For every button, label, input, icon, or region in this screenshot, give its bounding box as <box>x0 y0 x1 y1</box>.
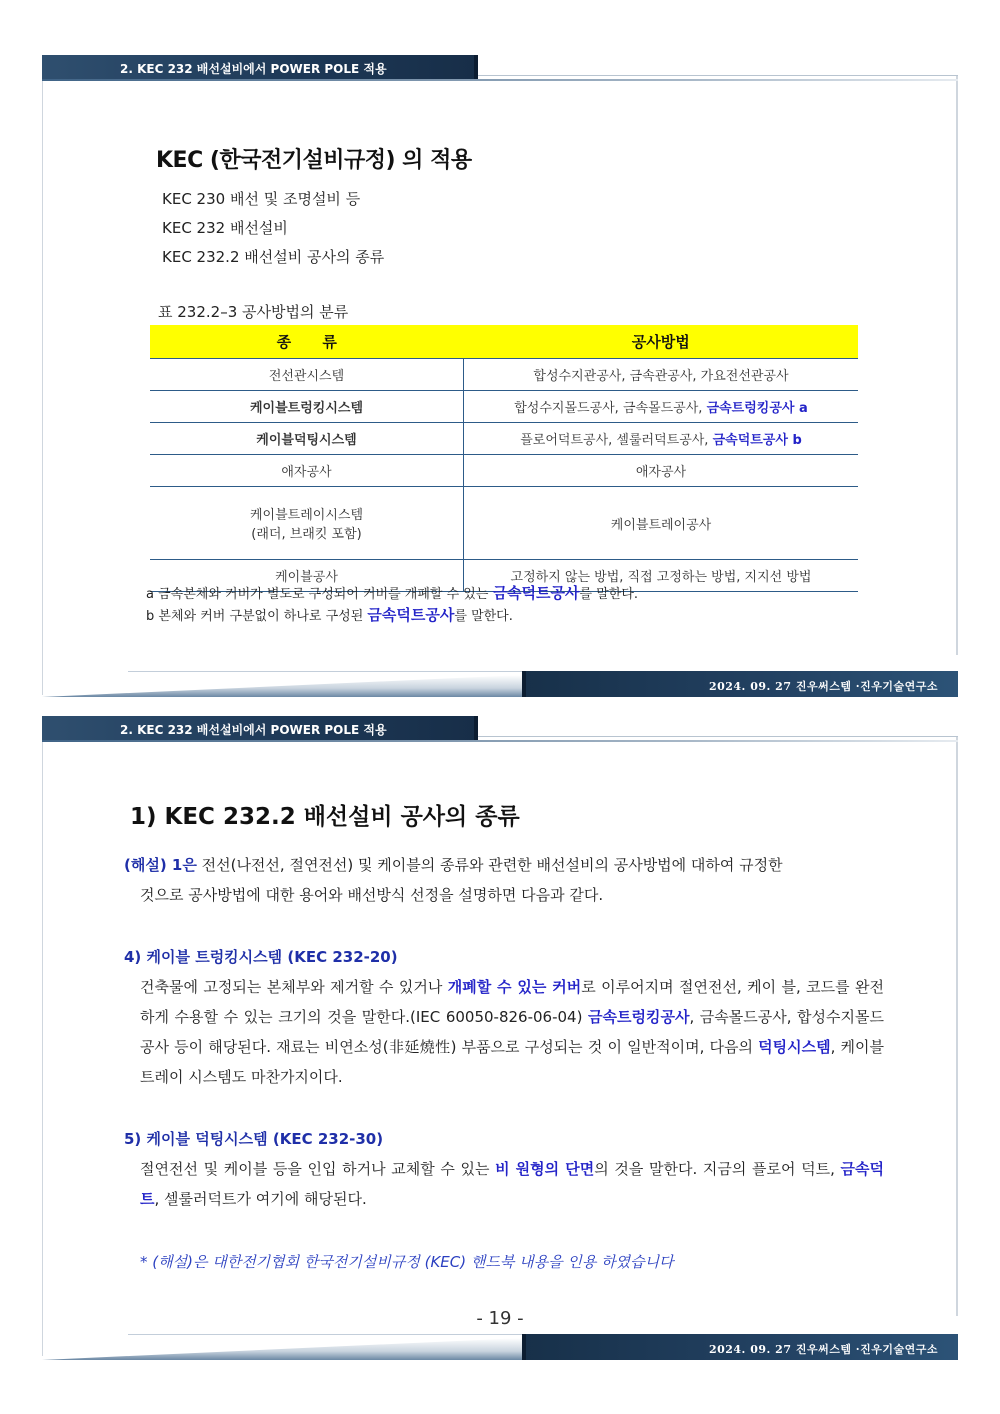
footer-wedge <box>42 675 522 697</box>
header-underline <box>42 740 958 742</box>
body-highlight: 개폐할 수 있는 커버 <box>447 978 582 996</box>
slide-left-edge <box>42 736 43 1356</box>
header-thin-line <box>478 736 958 737</box>
kind-line: (래더, 브래킷 포함) <box>251 527 362 542</box>
footer-credit: 2024. 09. 27 진우써스템 ·진우기술연구소 <box>708 1343 938 1356</box>
footnote-text: a 금속본체와 커버가 별도로 구성되어 커버를 개폐할 수 있는 <box>146 587 493 602</box>
kec-line: KEC 230 배선 및 조명설비 등 <box>162 190 361 208</box>
header-underline <box>42 79 958 81</box>
table-row <box>150 487 858 560</box>
footer-credit: 2024. 09. 27 진우써스템 ·진우기술연구소 <box>708 680 938 693</box>
method-text: 합성수지몰드공사, 금속몰드공사, <box>514 401 707 416</box>
construction-method-table <box>150 325 858 592</box>
cell-kind: 전선관시스템 <box>150 359 464 391</box>
footer-band-cap <box>522 671 526 697</box>
body-text: , 금속몰드공사, 합성수지몰드공사 등이 해당된다. 재료는 비연소성(非延燒性) 부품으로 구성되는 것 이 일반적이며, 다음의 <box>140 1008 884 1056</box>
table-caption: 표 232.2–3 공사방법의 분류 <box>158 303 349 321</box>
cell-kind: 케이블덕팅시스템 <box>150 423 464 455</box>
cell-kind: 애자공사 <box>150 455 464 487</box>
slide2-body <box>124 850 884 1214</box>
cell-kind: 케이블트렁킹시스템 <box>150 391 464 423</box>
slide1-heading: KEC (한국전기설비규정) 의 적용 <box>156 148 472 173</box>
footnote-b <box>146 605 638 627</box>
body-highlight: 금속트렁킹공사 <box>588 1008 690 1026</box>
footnote-highlight: 금속덕트공사 <box>367 606 455 624</box>
kec-line-list <box>162 185 384 272</box>
section-5-body <box>124 1154 884 1214</box>
section-4-body <box>124 972 884 1092</box>
body-highlight: 비 원형의 단면 <box>495 1160 595 1178</box>
section-4-title: 4) 케이블 트렁킹시스템 (KEC 232-20) <box>124 948 398 966</box>
slide-footer <box>42 671 958 697</box>
cell-method <box>464 423 859 455</box>
cell-method <box>464 391 859 423</box>
table-row <box>150 359 858 391</box>
footnote-text: b 본체와 커버 구분없이 하나로 구성된 <box>146 609 368 624</box>
footnote-text: 를 말한다. <box>579 587 639 602</box>
body-text: 로 이루어지며 절연전선, 케이 블, 코드를 완전하게 수용할 수 있는 크기의 것을 말한다.(IEC 60050-826-06-04) <box>140 978 885 1026</box>
header-title: 2. KEC 232 배선설비에서 POWER POLE 적용 <box>120 62 387 76</box>
slide2-heading: 1) KEC 232.2 배선설비 공사의 종류 <box>130 804 520 830</box>
body-highlight: 덕팅시스템 <box>758 1038 831 1056</box>
intro-line-1 <box>124 850 884 880</box>
body-text: 절연전선 및 케이블 등을 인입 하거나 교체할 수 있는 <box>140 1160 496 1178</box>
cell-method: 고정하지 않는 방법, 직접 고정하는 방법, 지지선 방법 <box>464 560 859 592</box>
slide-2 <box>42 716 958 1361</box>
body-text: , 케이블 트레이 시스템도 마찬가지이다. <box>140 1038 884 1086</box>
table-row <box>150 455 858 487</box>
cell-method: 애자공사 <box>464 455 859 487</box>
footnote-a <box>146 583 638 605</box>
footnote-text: 를 말한다. <box>454 609 513 624</box>
table-header-row <box>150 325 858 359</box>
body-text: 의 것을 말한다. 지금의 플로어 덕트, <box>594 1160 841 1178</box>
slide-header <box>42 55 958 81</box>
table-footnotes <box>146 583 638 627</box>
method-highlight: 금속덕트공사 b <box>712 433 802 448</box>
cell-kind: 케이블공사 <box>150 560 464 592</box>
body-text: 건축물에 고정되는 본체부와 제거할 수 있거나 <box>140 978 448 996</box>
footer-thin-line <box>128 1334 522 1335</box>
intro-text: 전선(나전선, 절연전선) 및 케이블의 종류와 관련한 배선설비의 공사방법에 대하여 규정한 <box>196 856 783 874</box>
slide-left-edge <box>42 75 43 695</box>
header-kind: 종 류 <box>150 325 464 359</box>
source-note: * (해설)은 대한전기협회 한국전기설비규정 (KEC) 핸드북 내용을 인용 하였습니다 <box>140 1253 674 1271</box>
footer-band-cap <box>522 1334 526 1360</box>
section-5-title: 5) 케이블 덕팅시스템 (KEC 232-30) <box>124 1130 384 1148</box>
method-text: 플로어덕트공사, 셀룰러덕트공사, <box>520 433 713 448</box>
body-highlight: 금속덕트 <box>140 1160 884 1208</box>
intro-line-2: 것으로 공사방법에 대한 용어와 배선방식 선정을 설명하면 다음과 같다. <box>140 886 604 904</box>
footer-wedge <box>42 1338 522 1360</box>
header-title: 2. KEC 232 배선설비에서 POWER POLE 적용 <box>120 723 387 737</box>
slide-right-edge <box>956 736 958 1316</box>
slide-right-edge <box>956 75 958 655</box>
slide-header <box>42 716 958 742</box>
cell-method: 케이블트레이공사 <box>464 487 859 560</box>
header-thin-line <box>478 75 958 76</box>
cell-method: 합성수지관공사, 금속관공사, 가요전선관공사 <box>464 359 859 391</box>
table-row <box>150 391 858 423</box>
footer-thin-line <box>128 671 522 672</box>
header-method: 공사방법 <box>464 325 859 359</box>
kec-line: KEC 232.2 배선설비 공사의 종류 <box>162 248 385 266</box>
body-text: , 셀룰러덕트가 여기에 해당된다. <box>154 1190 367 1208</box>
slide-1 <box>42 55 958 698</box>
slide-footer <box>42 1334 958 1360</box>
cell-kind <box>150 487 464 560</box>
page-number: - 19 - <box>476 1308 524 1329</box>
footnote-highlight: 금속덕트공사 <box>492 584 580 602</box>
table-row <box>150 423 858 455</box>
intro-highlight: (해설) 1은 <box>124 856 197 874</box>
kec-line: KEC 232 배선설비 <box>162 219 288 237</box>
method-highlight: 금속트렁킹공사 a <box>706 401 808 416</box>
kind-line: 케이블트레이시스템 <box>249 508 364 523</box>
